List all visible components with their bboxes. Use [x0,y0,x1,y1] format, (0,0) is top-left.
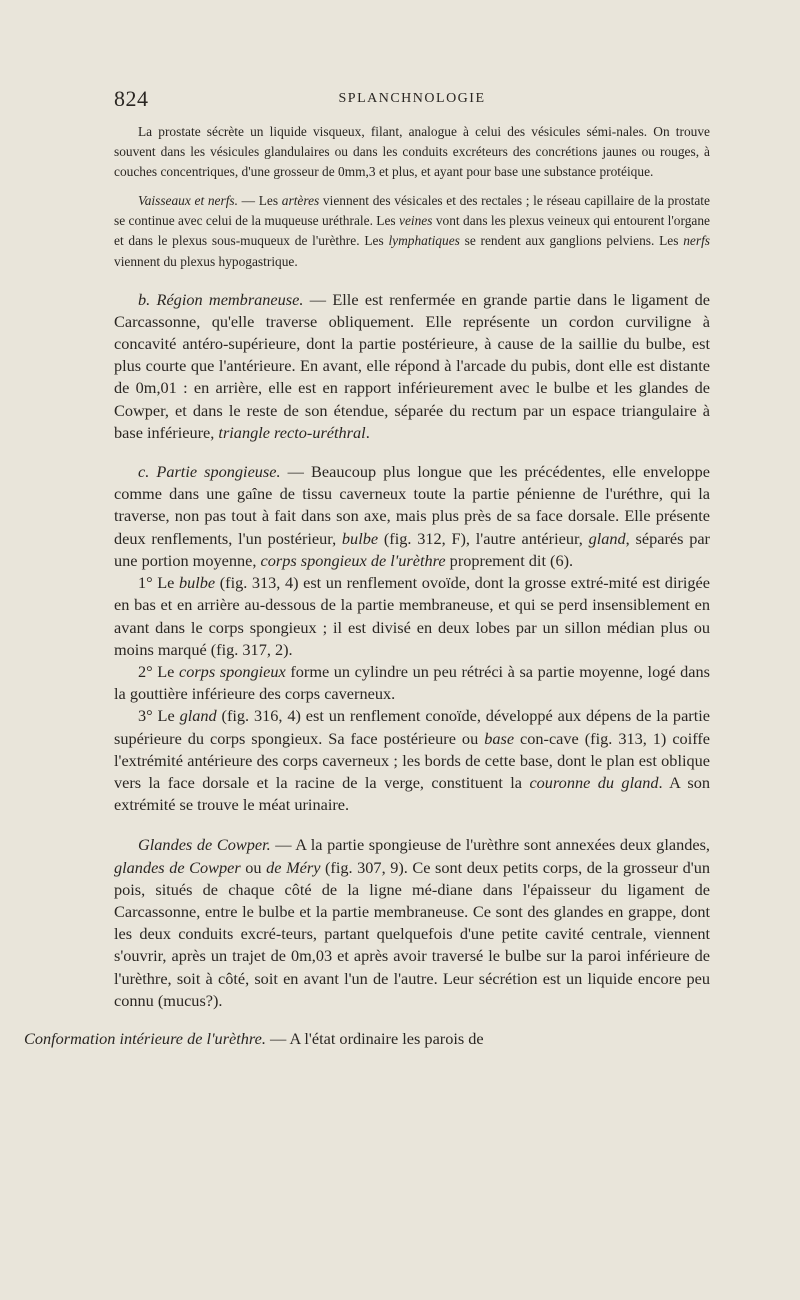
page-header [114,86,710,112]
section-heading: b. Région membraneuse. [138,289,304,309]
term-base: base [484,728,515,748]
paragraph-glandes-cowper: Glandes de Cowper. — A la partie spongieuse de l'urèthre sont annexées deux glandes, glandes de Cowper ou de Méry (fig. 307, 9). Ce sont deux petits corps, de la grosseur d'un pois, situés de chaque côté de la ligne mé-diane dans l'épaisseur du ligament de Carcassonne, entre le bulbe et la partie membraneuse. Ce sont des glandes en grappe, dont les deux conduits excré-teurs, partant quelquefois d'une petite cavité centrale, viennent s'ouvrir, après un trajet de 0m,03 et après avoir traversé le bulbe sur la paroi inférieure de l'urèthre, soit à côté, soit en avant l'un de l'autre. Leur sécrétion est un liquide encore peu connu (mucus?). [114,835,711,1010]
paragraph-partie-spongieuse: c. Partie spongieuse. — Beaucoup plus longue que les précédentes, elle enveloppe comme dans une gaîne de tissu caverneux toute la partie pénienne de l'uréthre, qui la traverse, non pas tout à fait dans son axe, mais plus près de sa face dorsale. Elle présente deux renflements, l'un postérieur, bulbe (fig. 312, F), l'autre antérieur, gland, séparés par une portion moyenne, corps spongieux de l'urèthre proprement dit (6). [114,462,711,570]
term-gland: gland [588,528,626,548]
term-corps-spongieux: corps spongieux de l'urèthre [260,550,446,570]
term-couronne: couronne du gland [529,772,659,792]
section-heading: Glandes de Cowper. [138,835,271,855]
section-heading: Conformation intérieure de l'urèthre. [24,1029,266,1048]
page-number: 824 [114,86,149,111]
page-body-bottom [0,1028,596,1050]
term-mery: de Méry [266,857,321,877]
term-triangle: triangle recto-uréthral [218,422,366,442]
paragraph-conformation: Conformation intérieure de l'urèthre. — A l'état ordinaire les parois de [24,1029,484,1048]
paragraph-prostate-secretion: La prostate sécrète un liquide visqueux, filant, analogue à celui des vésicules sémi-nales. On trouve souvent dans les vésicules glandulaires ou dans les conduits excréteurs des concrétions jaunes ou rouges, à couches concentriques, d'une grosseur de 0mm,3 et plus, et ayant pour base une substance protéique. [114,124,710,180]
term-bulbe: bulbe [341,528,379,548]
term-nerfs: nerfs [683,233,711,249]
term-bulbe: bulbe [178,573,216,593]
section-heading: c. Partie spongieuse. [138,462,281,482]
paragraph-vaisseaux-nerfs: Vaisseaux et nerfs. — Les artères viennent des vésicales et des rectales ; le réseau capillaire de la prostate se continue avec celui de la muqueuse uréthrale. Les veines vont dans les plexus veineux qui entourent l'organe et dans le plexus sous-muqueux de l'urèthre. Les lymphatiques se rendent aux ganglions pelviens. Les nerfs viennent du plexus hypogastrique. [114,193,711,269]
paragraph-gland: 3° Le gland (fig. 316, 4) est un renflement conoïde, développé aux dépens de la partie supérieure du corps spongieux. Sa face postérieure ou base con-cave (fig. 313, 1) coiffe l'extrémité antérieure des corps caverneux ; les bords de cette base, dont le plan est oblique vers la face dorsale et la racine de la verge, constituent la couronne du gland. A son extrémité se trouve le méat urinaire. [114,706,711,815]
term-glandes-cowper: glandes de Cowper [114,857,241,877]
term-arteres: artères [281,193,320,209]
section-heading: Vaisseaux et nerfs. [138,193,238,209]
paragraph-region-membraneuse: b. Région membraneuse. — Elle est renfermée en grande partie dans le ligament de Carcassonne, qu'elle traverse obliquement. Elle représente un cordon curviligne à concavité antéro-supérieure, dont la partie postérieure, à cause de la saillie du bulbe, est plus courte que l'antérieure. En avant, elle répond à l'arcade du pubis, dont elle est distante de 0m,01 : en arrière, elle est en rapport inférieurement avec le bulbe et les glandes de Cowper, et dans le reste de son étendue, séparée du rectum par un espace triangulaire à base inférieure, triangle recto-uréthral. [114,289,710,442]
term-gland: gland [179,706,217,726]
term-corps-spongieux: corps spongieux [178,661,286,681]
term-lymphatiques: lymphatiques [388,233,460,249]
running-head: SPLANCHNOLOGIE [338,91,486,106]
paragraph-bulbe: 1° Le bulbe (fig. 313, 4) est un renflement ovoïde, dont la grosse extré-mité est dirigée en bas et en arrière au-dessous de la partie membraneuse, et qui se perd insensiblement en avant dans le corps spongieux ; il est divisé en deux lobes par un sillon médian plus ou moins marqué (fig. 317, 2). [114,573,711,659]
page-body [114,122,710,1012]
term-veines: veines [399,213,433,229]
paragraph-corps-spongieux: 2° Le corps spongieux forme un cylindre un peu rétréci à sa partie moyenne, logé dans la gouttière inférieure des corps caverneux. [114,661,711,704]
